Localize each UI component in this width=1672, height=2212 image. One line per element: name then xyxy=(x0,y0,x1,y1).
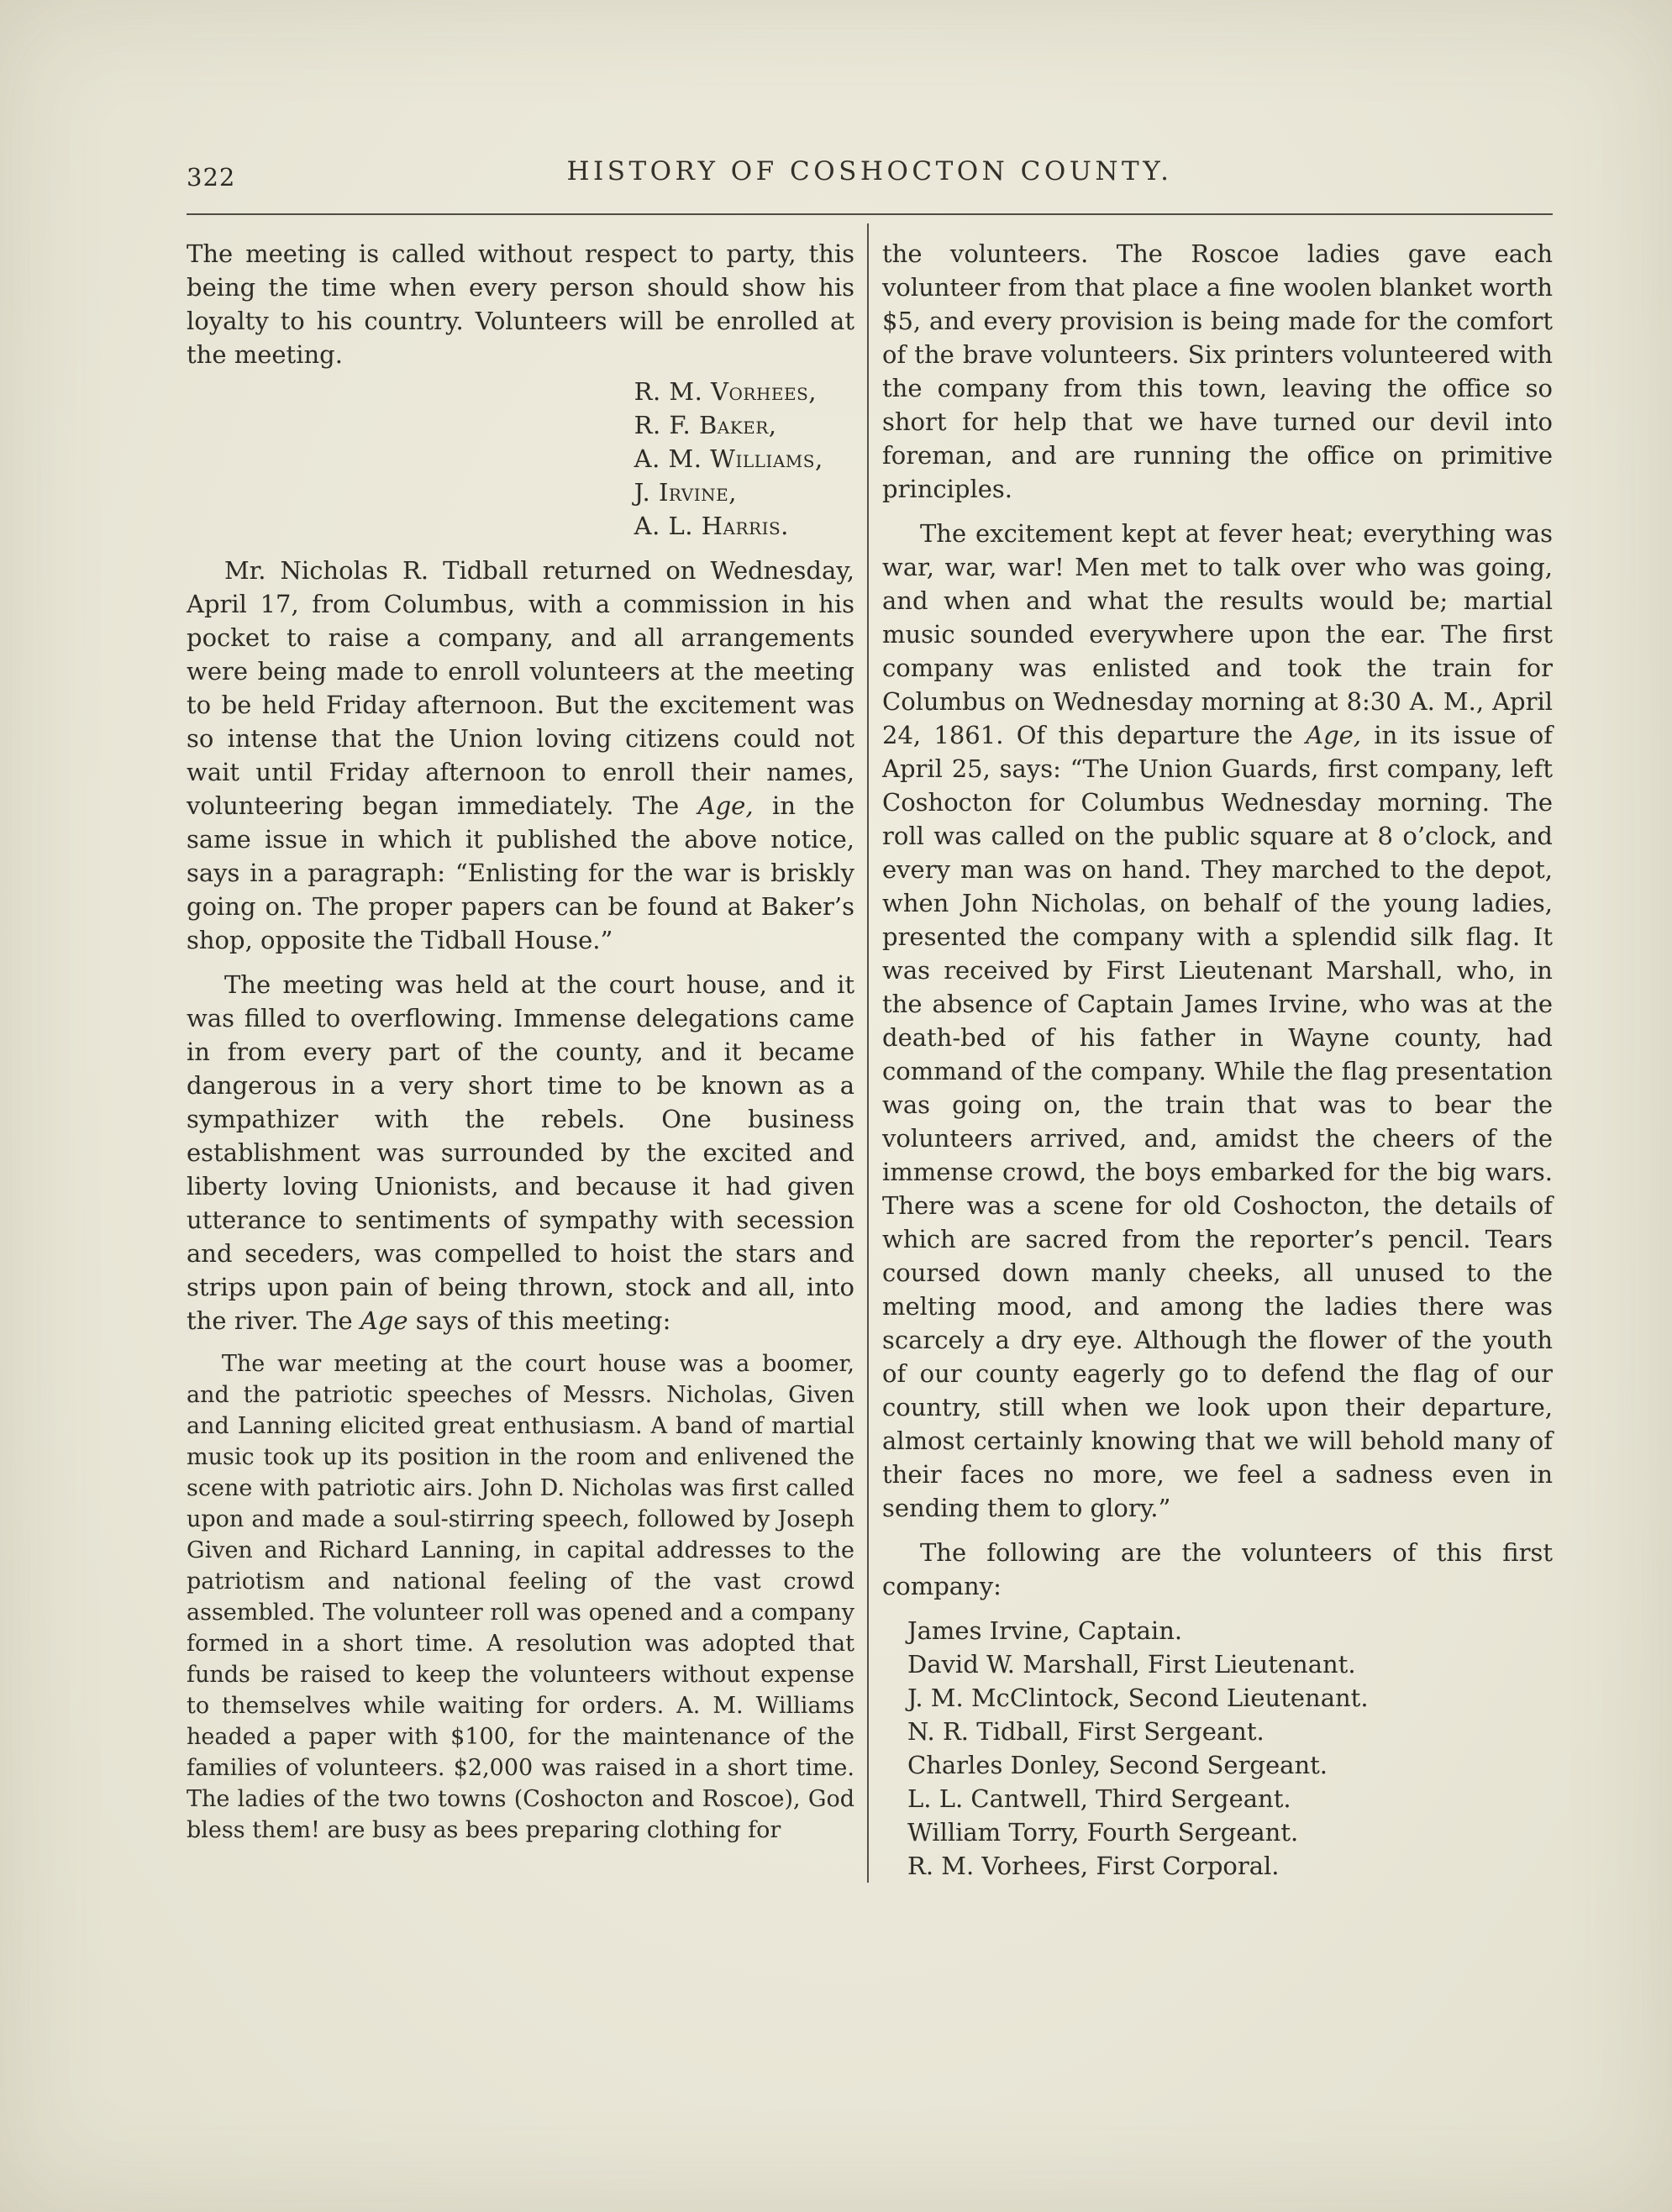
signature: A. M. Williams, xyxy=(634,444,823,473)
paragraph xyxy=(882,1536,1553,1603)
signature: R. M. Vorhees, xyxy=(634,377,818,406)
body-text: The war meeting at the court house was a boomer, and the patriotic speeches of Messrs. Nicholas, Given and Lanning elicited great enthusiasm. A band of martial music took up its position in the room and enlivened the scene with patriotic airs. John D. Nicholas was first called upon and made a soul-stirring speech, followed by Joseph Given and Richard Lanning, in capital addresses to the patriotism and national feeling of the vast crowd assembled. The volunteer roll was opened and a company formed in a short time. A resolution was adopted that funds be raised to keep the volunteers without expense to themselves while waiting for orders. A. M. Williams headed a paper with $100, for the maintenance of the families of volunteers. $2,000 was raised in a short time. The ladies of the two towns (Coshocton and Roscoe), God bless them! are busy as bees preparing clothing for xyxy=(187,1351,854,1843)
body-text: Mr. Nicholas R. Tidball returned on Wednesday, April 17, from Columbus, with a commission in his pocket to raise a company, and all arrangements were being made to enroll volunteers at the meeting to be held Friday afternoon. But the excitement was so intense that the Union loving citizens could not wait until Friday afternoon to enroll their names, volunteering began immediately. The xyxy=(187,556,854,820)
signature: R. F. Baker, xyxy=(634,411,777,439)
signature: A. L. Harris. xyxy=(634,512,789,540)
paragraph xyxy=(187,554,854,957)
body-text: in its issue of April 25, says: “The Union Guards, first company, left Coshocton for Columbus Wednesday morning. The roll was called on the public square at 8 o’clock, and every man was on hand. They marched to the depot, when John Nicholas, on behalf of the young ladies, presented the company with a splendid silk flag. It was received by First Lieutenant Marshall, who, in the absence of Captain James Irvine, who was at the death-bed of his father in Wayne county, had command of the company. While the flag presentation was going on, the train that was to bear the volunteers arrived, and, amidst the cheers of the immense crowd, the boys embarked for the big wars. There was a scene for old Coshocton, the details of which are sacred from the reporter’s pencil. Tears coursed down manly cheeks, all unused to the melting mood, and among the ladies there was scarcely a dry eye. Although the flower of the youth of our county eagerly go to defend the flag of our country, still when we look upon their departure, almost certainly knowing that we will behold many of their faces no more, we feel a sadness even in sending them to glory.” xyxy=(882,721,1553,1522)
italic-text: Age xyxy=(360,1306,408,1335)
volunteer: N. R. Tidball, First Sergeant. xyxy=(907,1717,1265,1746)
column-divider xyxy=(867,223,869,1883)
paragraph xyxy=(882,237,1553,506)
right-column xyxy=(882,223,1553,1883)
volunteer: James Irvine, Captain. xyxy=(907,1616,1183,1645)
volunteer: William Torry, Fourth Sergeant. xyxy=(907,1818,1299,1847)
left-column xyxy=(187,223,854,1883)
body-text: The excitement kept at fever heat; everything was war, war, war! Men met to talk over who was going, and when and what the results would be; martial music sounded everywhere upon the ear. The first company was enlisted and took the train for Columbus on Wednesday morning at 8:30 A. M., April 24, 1861. Of this departure the xyxy=(882,519,1553,749)
page-content xyxy=(187,156,1553,1883)
body-text: in the same issue in which it published the above notice, says in a paragraph: “Enlisting for the war is briskly going on. The proper papers can be found at Baker’s shop, opposite the Tidball House.” xyxy=(187,791,855,954)
right-column-body xyxy=(882,237,1553,1603)
body-text: the volunteers. The Roscoe ladies gave each volunteer from that place a fine woolen blanket worth $5, and every provision is being made for the comfort of the brave volunteers. Six printers volunteered with the company from this town, leaving the office so short for help that we have turned our devil into foreman, and are running the office on primitive principles. xyxy=(882,239,1553,503)
signature: J. Irvine, xyxy=(634,478,737,507)
paragraph xyxy=(882,517,1553,1525)
page-header xyxy=(187,156,1553,200)
left-column-body xyxy=(187,554,854,1846)
body-text: The meeting was held at the court house, and it was filled to overflowing. Immense delegations came in from every part of the county, and it became dangerous in a very short time to be known as a sympathizer with the rebels. One business establishment was surrounded by the excited and liberty loving Unionists, and because it had given utterance to sentiments of sympathy with secession and seceders, was compelled to hoist the stars and strips upon pain of being thrown, stock and all, into the river. The xyxy=(187,970,854,1335)
volunteer-list xyxy=(882,1614,1553,1883)
paragraph xyxy=(187,237,854,371)
volunteer: David W. Marshall, First Lieutenant. xyxy=(907,1650,1356,1679)
text-columns xyxy=(187,223,1553,1883)
paragraph xyxy=(187,968,854,1337)
left-column-lead xyxy=(187,237,854,371)
body-text: The meeting is called without respect to party, this being the time when every person should show his loyalty to his country. Volunteers will be enrolled at the meeting. xyxy=(187,239,854,369)
italic-text: Age, xyxy=(697,791,754,820)
volunteer: J. M. McClintock, Second Lieutenant. xyxy=(907,1684,1369,1712)
volunteer: Charles Donley, Second Sergeant. xyxy=(907,1751,1328,1779)
running-title: HISTORY OF COSHOCTON COUNTY. xyxy=(566,156,1173,187)
body-text: The following are the volunteers of this first company: xyxy=(882,1538,1553,1600)
header-rule xyxy=(187,213,1553,215)
volunteer: R. M. Vorhees, First Corporal. xyxy=(907,1852,1280,1880)
signature-list xyxy=(187,375,854,543)
volunteer: L. L. Cantwell, Third Sergeant. xyxy=(907,1784,1291,1813)
page-number: 322 xyxy=(187,163,236,192)
italic-text: Age, xyxy=(1306,721,1362,749)
paragraph xyxy=(187,1348,854,1846)
body-text: says of this meeting: xyxy=(407,1306,671,1335)
